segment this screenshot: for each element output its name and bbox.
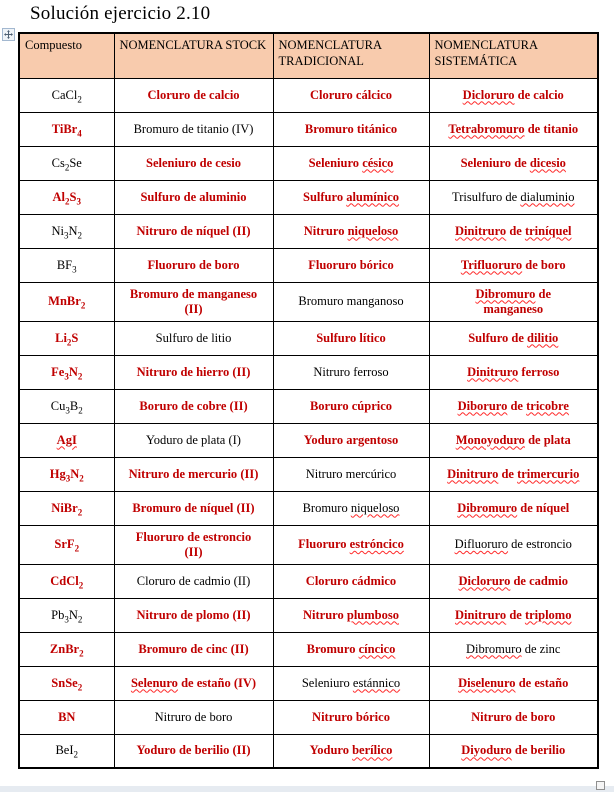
nomenclature-cell: Sulfuro de litio (114, 321, 273, 355)
nomenclature-cell: Bromuro niqueloso (273, 491, 429, 525)
formula-cell: CaCl$_2$ (19, 78, 114, 112)
nomenclature-cell: Dinitruro de trimercurio (429, 457, 598, 491)
table-row (19, 491, 598, 525)
formula-cell: ZnBr$_2$ (19, 632, 114, 666)
nomenclature-cell: Difluoruro de estroncio (429, 525, 598, 564)
page-bottom-band (0, 786, 614, 792)
header-nomenclatura-sistematica: NOMENCLATURA SISTEMÁTICA (429, 33, 598, 78)
nomenclature-cell: Bromuro de cinc (II) (114, 632, 273, 666)
nomenclature-cell: Nitruro ferroso (273, 355, 429, 389)
move-arrows-icon (4, 30, 13, 39)
nomenclature-cell: Nitruro de boro (114, 700, 273, 734)
nomenclature-cell: Nitruro plumboso (273, 598, 429, 632)
formula-cell: $Li_2S$ (19, 321, 114, 355)
nomenclature-cell: Yoduro de berilio (II) (114, 734, 273, 768)
nomenclature-cell: Boruro cúprico (273, 389, 429, 423)
nomenclature-cell: Seleniuro estánnico (273, 666, 429, 700)
nomenclature-cell: Nitruro de plomo (II) (114, 598, 273, 632)
nomenclature-cell: Bromuro manganoso (273, 282, 429, 321)
header-nomenclatura-stock: NOMENCLATURA STOCK (114, 33, 273, 78)
nomenclature-cell: Cloruro cádmico (273, 564, 429, 598)
nomenclature-cell: Yoduro de plata (I) (114, 423, 273, 457)
nomenclature-cell: Dibromuro de manganeso (429, 282, 598, 321)
nomenclature-cell: Dibromuro de zinc (429, 632, 598, 666)
nomenclature-cell: Trisulfuro de dialuminio (429, 180, 598, 214)
formula-cell: $Pb_3N_2$ (19, 598, 114, 632)
formula-cell: SrF$_2$ (19, 525, 114, 564)
table-row (19, 355, 598, 389)
table-row (19, 632, 598, 666)
nomenclature-cell: Nitruro de hierro (II) (114, 355, 273, 389)
nomenclature-cell: Fluoruro estróncico (273, 525, 429, 564)
nomenclature-cell: Diyoduro de berilio (429, 734, 598, 768)
formula-cell: TiBr$_4$ (19, 112, 114, 146)
header-nomenclatura-tradicional: NOMENCLATURA TRADICIONAL (273, 33, 429, 78)
nomenclature-cell: Dinitruro de triplomo (429, 598, 598, 632)
table-row (19, 248, 598, 282)
nomenclature-cell: Nitruro mercúrico (273, 457, 429, 491)
nomenclature-cell: Fluoruro de boro (114, 248, 273, 282)
nomenclature-cell: Trifluoruro de boro (429, 248, 598, 282)
nomenclature-cell: Yoduro berílico (273, 734, 429, 768)
page-title: Solución ejercicio 2.10 (30, 3, 211, 24)
table-row (19, 180, 598, 214)
nomenclature-cell: Seleniuro de cesio (114, 146, 273, 180)
nomenclature-cell: Dinitruro ferroso (429, 355, 598, 389)
nomenclature-cell: Cloruro de cadmio (II) (114, 564, 273, 598)
nomenclature-cell: Diselenuro de estaño (429, 666, 598, 700)
nomenclature-cell: Seleniuro césico (273, 146, 429, 180)
table-row (19, 423, 598, 457)
nomenclature-cell: Sulfuro lítico (273, 321, 429, 355)
nomenclature-cell: Bromuro de manganeso (II) (114, 282, 273, 321)
nomenclature-cell: Yoduro argentoso (273, 423, 429, 457)
nomenclature-cell: Diboruro de tricobre (429, 389, 598, 423)
table-row (19, 525, 598, 564)
nomenclature-cell: Seleniuro de dicesio (429, 146, 598, 180)
nomenclature-cell: Sulfuro de dilitio (429, 321, 598, 355)
nomenclature-cell: Monoyoduro de plata (429, 423, 598, 457)
table-row (19, 666, 598, 700)
table-row (19, 78, 598, 112)
table-body (19, 78, 598, 768)
table-row (19, 321, 598, 355)
nomenclature-cell: Sulfuro de aluminio (114, 180, 273, 214)
nomenclature-cell: Nitruro bórico (273, 700, 429, 734)
formula-cell: $Hg_3N_2$ (19, 457, 114, 491)
nomenclature-cell: Dinitruro de triníquel (429, 214, 598, 248)
table-row (19, 457, 598, 491)
nomenclature-cell: Bromuro titánico (273, 112, 429, 146)
nomenclature-cell: Cloruro de calcio (114, 78, 273, 112)
table-resize-icon[interactable] (596, 781, 605, 790)
formula-cell: $Cu_3B_2$ (19, 389, 114, 423)
nomenclature-cell: Nitruro de níquel (II) (114, 214, 273, 248)
nomenclature-cell: Dicloruro de cadmio (429, 564, 598, 598)
table-header-row (19, 33, 598, 78)
table-move-icon[interactable] (2, 28, 15, 41)
table-row (19, 146, 598, 180)
nomenclature-cell: Nitruro de mercurio (II) (114, 457, 273, 491)
nomenclature-table (18, 32, 599, 769)
nomenclature-cell: Fluoruro de estroncio (II) (114, 525, 273, 564)
formula-cell: SnSe$_2$ (19, 666, 114, 700)
formula-cell: $BF_3$ (19, 248, 114, 282)
table-row (19, 389, 598, 423)
formula-cell: AgI (19, 423, 114, 457)
table-row (19, 700, 598, 734)
nomenclature-cell: Boruro de cobre (II) (114, 389, 273, 423)
nomenclature-cell: Dicloruro de calcio (429, 78, 598, 112)
formula-cell: $Al_2S_3$ (19, 180, 114, 214)
table-row (19, 564, 598, 598)
formula-cell: $Fe_3N_2$ (19, 355, 114, 389)
nomenclature-cell: Sulfuro alumínico (273, 180, 429, 214)
table-row (19, 112, 598, 146)
table-row (19, 734, 598, 768)
nomenclature-cell: Bromuro de níquel (II) (114, 491, 273, 525)
nomenclature-cell: Tetrabromuro de titanio (429, 112, 598, 146)
nomenclature-cell: Bromuro de titanio (IV) (114, 112, 273, 146)
nomenclature-cell: Cloruro cálcico (273, 78, 429, 112)
formula-cell: $Cs_2Se$ (19, 146, 114, 180)
formula-cell: NiBr$_2$ (19, 491, 114, 525)
table-row (19, 282, 598, 321)
header-compuesto: Compuesto (19, 33, 114, 78)
formula-cell: CdCl$_2$ (19, 564, 114, 598)
nomenclature-cell: Nitruro de boro (429, 700, 598, 734)
formula-cell: MnBr$_2$ (19, 282, 114, 321)
table-row (19, 214, 598, 248)
nomenclature-cell: Nitruro niqueloso (273, 214, 429, 248)
nomenclature-cell: Fluoruro bórico (273, 248, 429, 282)
formula-cell: BeI$_2$ (19, 734, 114, 768)
nomenclature-cell: Bromuro cíncico (273, 632, 429, 666)
nomenclature-cell: Selenuro de estaño (IV) (114, 666, 273, 700)
formula-cell: BN (19, 700, 114, 734)
table-row (19, 598, 598, 632)
formula-cell: $Ni_3N_2$ (19, 214, 114, 248)
nomenclature-cell: Dibromuro de níquel (429, 491, 598, 525)
